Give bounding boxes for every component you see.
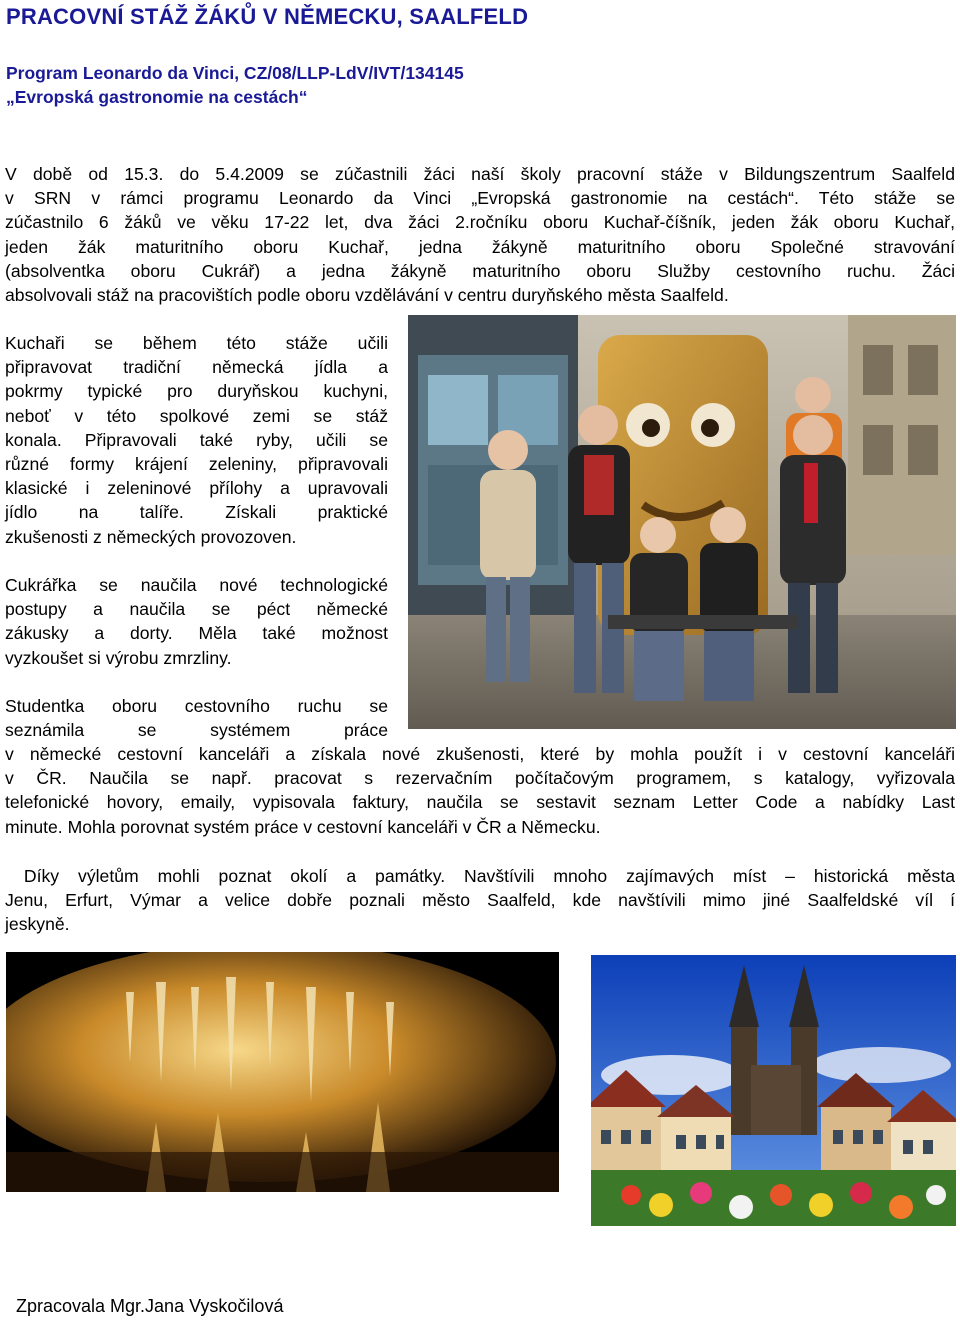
tourism-line: Studentka oboru cestovního ruchu se <box>5 696 388 716</box>
cave-photo <box>6 952 559 1192</box>
pastry-paragraph <box>5 573 388 670</box>
cooks-line: konala. Připravovali také ryby, učili se <box>5 429 388 450</box>
cooks-paragraph <box>5 331 388 549</box>
intro-line: (absolventka oboru Cukrář) a jedna žákyně maturitního oboru Služby cestovního ruchu. Žáci <box>5 260 955 281</box>
cooks-line: klasické i zeleninové přílohy a upravovali <box>5 478 388 499</box>
intro-line: absolvovali stáž na pracovištích podle oboru vzdělávání v centru duryňského města Saalfeld. <box>5 284 729 305</box>
intro-paragraph <box>5 162 955 307</box>
pastry-line: vyzkoušet si výrobu zmrzliny. <box>5 647 232 668</box>
intro-line: zúčastnilo 6 žáků ve věku 17-22 let, dva žáci 2.ročníku oboru Kuchař-číšník, jeden žák oboru Kuchař, <box>5 212 955 233</box>
town-photo <box>591 955 956 1226</box>
trips-paragraph <box>5 864 955 937</box>
trips-line: Díky výletům mohli poznat okolí a památky. Navštívili mnoho zajímavých míst – historická města <box>5 866 955 886</box>
tourism-paragraph-start <box>5 694 388 742</box>
cooks-line: Kuchaři se během této stáže učili <box>5 333 388 353</box>
cooks-line: jídlo na talíře. Získali praktické <box>5 502 388 523</box>
tourism-paragraph-rest <box>5 742 955 839</box>
cooks-line: pokrmy typické pro duryňskou kuchyni, <box>5 381 388 402</box>
cooks-line: neboť v této spolkové zemi se stáž <box>5 405 388 426</box>
intro-line: jeden žák maturitního oboru Kuchař, jedna žákyně maturitního oboru Společné stravování <box>5 236 955 257</box>
tourism-line: v německé cestovní kanceláři a získala nové zkušenosti, které by mohla použít i v cestovní kanceláři <box>5 744 955 764</box>
cooks-line: různé formy krájení zeleniny, připravovali <box>5 453 388 474</box>
tourism-line: seznámila se systémem práce <box>5 720 388 741</box>
pastry-line: Cukrářka se naučila nové technologické <box>5 575 388 595</box>
cooks-line: zkušenosti z německých provozoven. <box>5 526 297 547</box>
intro-line: V době od 15.3. do 5.4.2009 se zúčastnili žáci naší školy pracovní stáže v Bildungszentrum Saalfeld <box>5 164 955 184</box>
program-line: Program Leonardo da Vinci, CZ/08/LLP-LdV/IVT/134145 <box>6 63 464 83</box>
page-title: PRACOVNÍ STÁŽ ŽÁKŮ V NĚMECKU, SAALFELD <box>6 4 529 29</box>
tourism-line: minute. Mohla porovnat systém práce v cestovní kanceláři v ČR a Německu. <box>5 816 601 837</box>
tourism-line: v ČR. Naučila se např. pracovat s rezervačním počítačovým programem, s katalogy, vyřizovala <box>5 768 955 789</box>
signature: Zpracovala Mgr.Jana Vyskočilová <box>16 1296 284 1316</box>
tourism-line: telefonické hovory, emaily, vypisovala faktury, naučila se sestavit seznam Letter Code a nabídky Last <box>5 792 955 813</box>
pastry-line: postupy a naučila se péct německé <box>5 599 388 620</box>
intro-line: v SRN v rámci programu Leonardo da Vinci „Evropská gastronomie na cestách“. Této stáže se <box>5 188 955 209</box>
pastry-line: zákusky a dorty. Měla také možnost <box>5 623 388 644</box>
trips-line: jeskyně. <box>5 914 70 935</box>
program-name: „Evropská gastronomie na cestách“ <box>6 87 308 107</box>
cooks-line: připravovat tradiční německá jídla a <box>5 357 388 378</box>
group-photo <box>408 315 956 729</box>
trips-line: Jenu, Erfurt, Výmar a velice dobře poznali město Saalfeld, kde navštívili mimo jiné Saalfeldské víl í <box>5 890 955 911</box>
